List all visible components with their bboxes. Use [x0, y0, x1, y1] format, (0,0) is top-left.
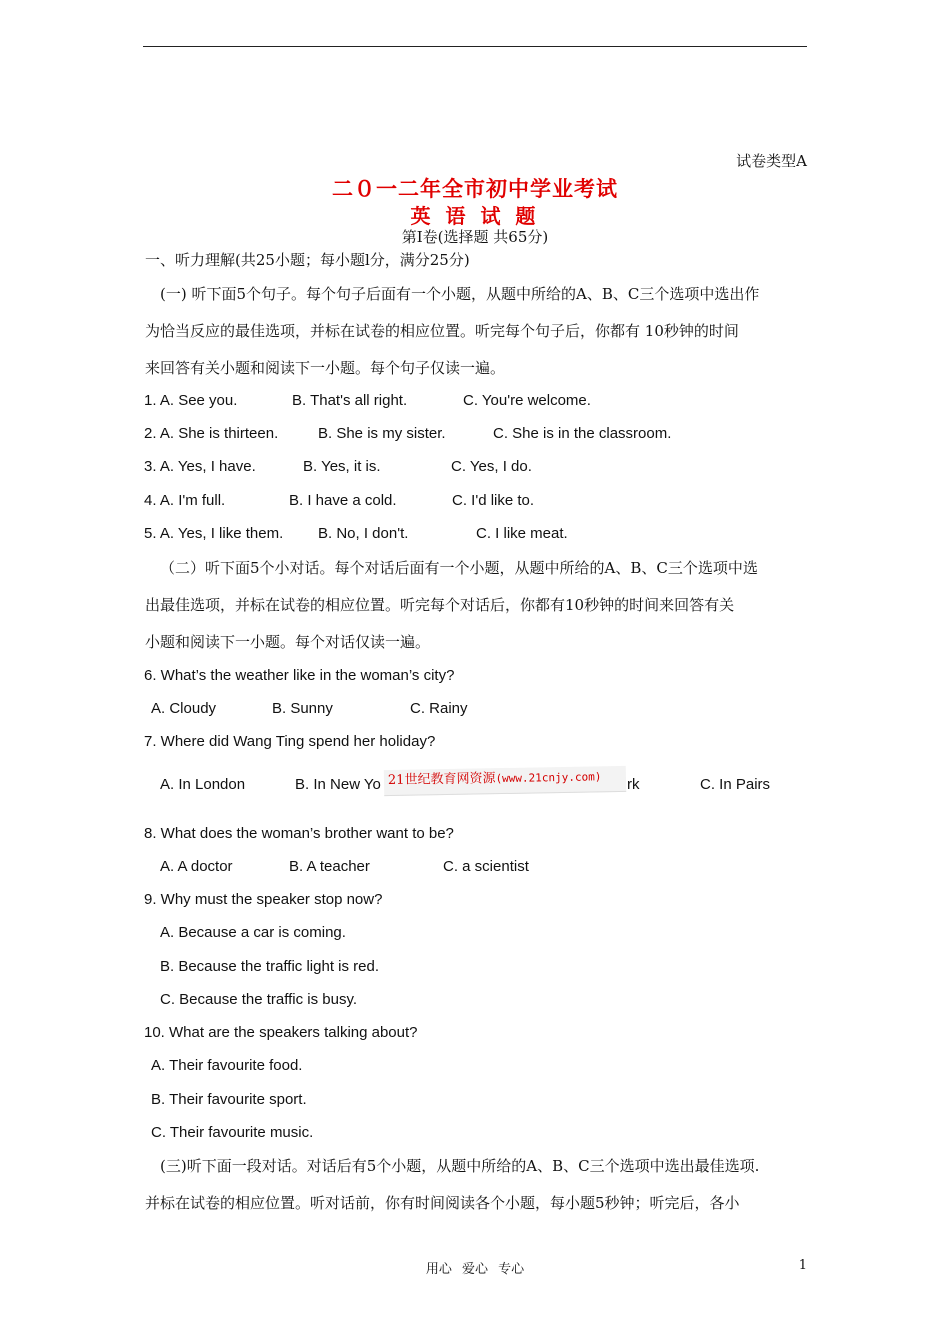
instruction-line: (一) 听下面5个句子。每个句子后面有一个小题，从题中所给的A、B、C三个选项中选出作 — [160, 285, 760, 303]
instruction-line: （二）听下面5个小对话。每个对话后面有一个小题，从题中所给的A、B、C三个选项中选 — [160, 559, 758, 577]
page-number: 1 — [798, 1258, 807, 1273]
q1-option-a: 1. A. See you. — [144, 392, 238, 409]
q1-option-c: C. You're welcome. — [463, 392, 591, 409]
q8-stem: 8. What does the woman’s brother want to be? — [144, 825, 454, 842]
q10-option-c: C. Their favourite music. — [151, 1124, 314, 1141]
instruction-line: (三)听下面一段对话。对话后有5个小题，从题中所给的A、B、C三个选项中选出最佳选项. — [160, 1157, 760, 1175]
q7-stem: 7. Where did Wang Ting spend her holiday? — [144, 733, 436, 750]
q9-option-c: C. Because the traffic is busy. — [160, 991, 358, 1008]
q2-option-b: B. She is my sister. — [318, 425, 446, 442]
watermark-url: (www.21cnjy.com) — [495, 770, 602, 786]
exam-type-label: 试卷类型A — [736, 152, 807, 170]
q10-option-b: B. Their favourite sport. — [151, 1091, 307, 1108]
watermark-text: 21世纪教育网资源 — [387, 771, 496, 789]
q7-option-a: A. In London — [160, 776, 246, 793]
q5-option-b: B. No, I don't. — [318, 525, 409, 542]
part3-instructions — [145, 1148, 809, 1222]
instruction-line: 出最佳选项，并标在试卷的相应位置。听完每个对话后，你都有10秒钟的时间来回答有关 — [145, 596, 735, 614]
watermark-banner — [384, 766, 626, 796]
q9-option-b: B. Because the traffic light is red. — [160, 958, 380, 975]
volume-heading: 第Ⅰ卷(选择题 共65分) — [401, 228, 549, 246]
q2-option-c: C. She is in the classroom. — [493, 425, 672, 442]
exam-title: 二０一二年全市初中学业考试 — [332, 176, 618, 201]
q1-option-b: B. That's all right. — [292, 392, 408, 409]
q5-option-a: 5. A. Yes, I like them. — [144, 525, 284, 542]
q3-option-b: B. Yes, it is. — [303, 458, 381, 475]
part1-instructions — [145, 276, 809, 387]
q9-stem: 9. Why must the speaker stop now? — [144, 891, 383, 908]
exam-subtitle: 英 语 试 题 — [410, 204, 540, 228]
q3-option-c: C. Yes, I do. — [451, 458, 532, 475]
q4-option-a: 4. A. I'm full. — [144, 492, 226, 509]
q6-option-a: A. Cloudy — [151, 700, 217, 717]
footer-motto: 用心 爱心 专心 — [425, 1262, 525, 1277]
part2-instructions — [145, 550, 809, 661]
q2-option-a: 2. A. She is thirteen. — [144, 425, 279, 442]
q5-option-c: C. I like meat. — [476, 525, 568, 542]
instruction-line: 来回答有关小题和阅读下一小题。每个句子仅读一遍。 — [145, 359, 506, 377]
q4-option-b: B. I have a cold. — [289, 492, 397, 509]
q6-option-b: B. Sunny — [272, 700, 333, 717]
header-rule — [143, 46, 807, 47]
q10-option-a: A. Their favourite food. — [151, 1057, 303, 1074]
q6-option-c: C. Rainy — [410, 700, 468, 717]
instruction-line: 小题和阅读下一小题。每个对话仅读一遍。 — [145, 633, 431, 651]
q8-option-c: C. a scientist — [443, 858, 529, 875]
q7-option-c: C. In Pairs — [700, 776, 771, 793]
q8-option-a: A. A doctor — [160, 858, 233, 875]
q7-option-b-right: rk — [627, 776, 640, 793]
q7-option-b-left: B. In New Yo — [295, 776, 381, 793]
q6-stem: 6. What’s the weather like in the woman’s city? — [144, 667, 455, 684]
instruction-line: 并标在试卷的相应位置。听对话前，你有时间阅读各个小题，每小题5秒钟；听完后，各小 — [145, 1194, 740, 1212]
q4-option-c: C. I'd like to. — [452, 492, 535, 509]
q10-stem: 10. What are the speakers talking about? — [144, 1024, 418, 1041]
instruction-line: 为恰当反应的最佳选项，并标在试卷的相应位置。听完每个句子后，你都有 10秒钟的时间 — [145, 322, 739, 340]
section-heading: 一、听力理解(共25小题；每小题l分，满分25分) — [145, 251, 470, 269]
q3-option-a: 3. A. Yes, I have. — [144, 458, 256, 475]
q9-option-a: A. Because a car is coming. — [160, 924, 346, 941]
q8-option-b: B. A teacher — [289, 858, 370, 875]
